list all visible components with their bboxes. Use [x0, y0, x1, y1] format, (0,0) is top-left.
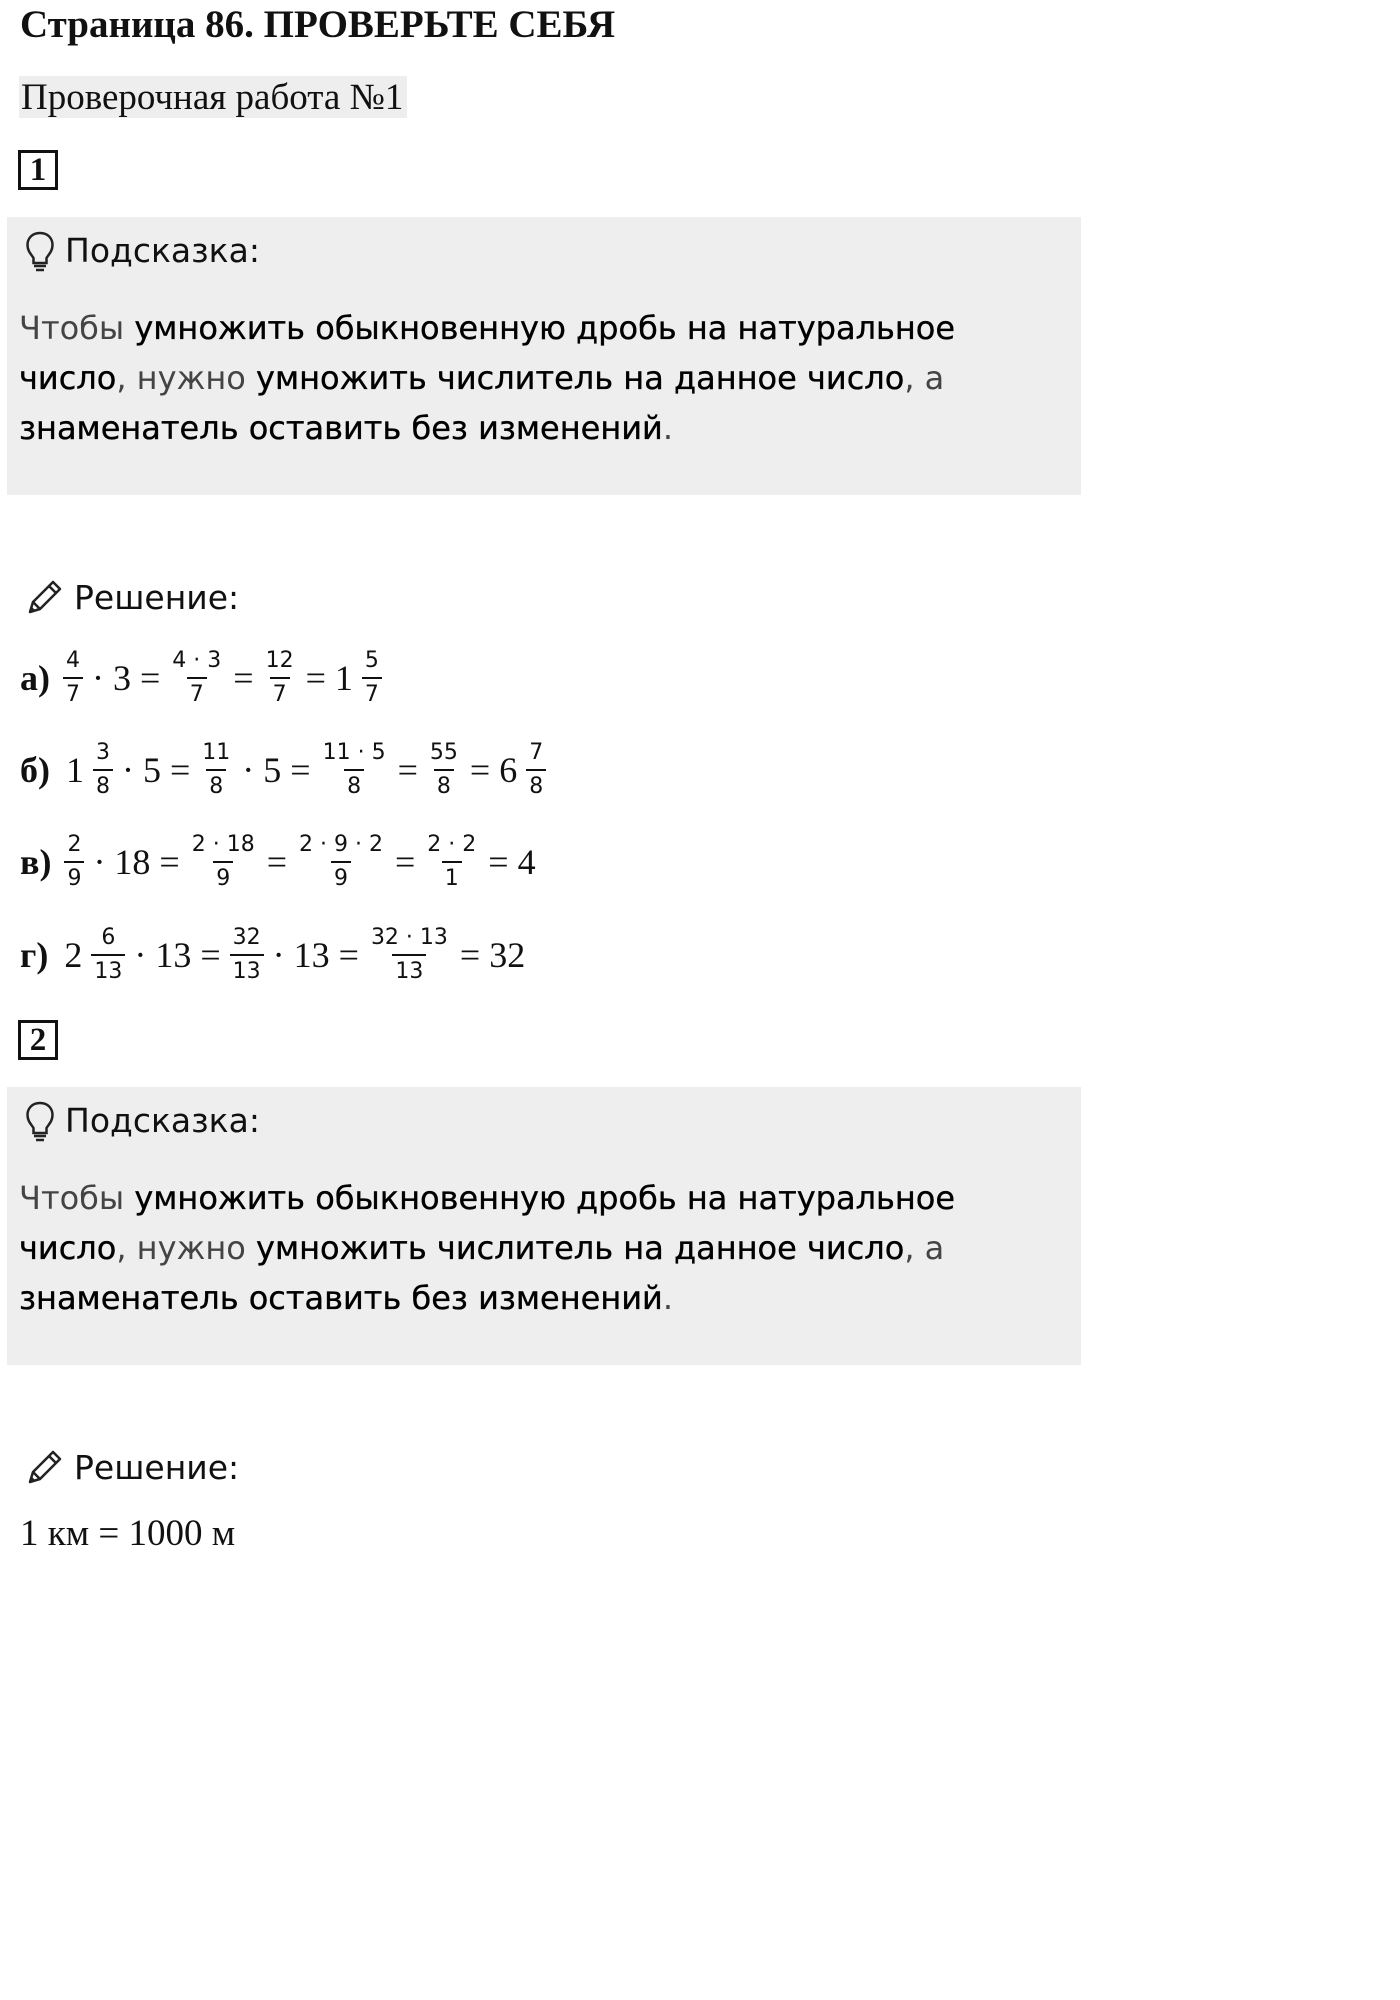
hint-text-1: Чтобы умножить обыкновенную дробь на натуральное число, нужно умножить числитель на данное число, а знаменатель оставить без изменений. — [19, 309, 956, 447]
fraction-numerator: 2 · 9 · 2 — [299, 832, 383, 857]
equation-term: 1 — [66, 750, 84, 790]
equation-label: а) — [20, 658, 50, 698]
fraction — [424, 832, 479, 892]
hint-text-2: Чтобы умножить обыкновенную дробь на натуральное число, нужно умножить числитель на данное число, а знаменатель оставить без изменений. — [19, 1179, 956, 1317]
hint-box-2 — [7, 1087, 1081, 1365]
fraction-denominator: 7 — [187, 677, 207, 708]
equation-label: г) — [20, 935, 49, 975]
fraction — [526, 740, 546, 800]
hint-label: Подсказка: — [65, 231, 260, 270]
fraction-denominator: 7 — [362, 677, 382, 708]
fraction-denominator: 8 — [344, 769, 364, 800]
fraction — [320, 740, 389, 800]
hint-box-1 — [7, 217, 1081, 495]
equation-term: = 4 — [488, 842, 536, 882]
solution-answer-2: 1 км = 1000 м — [20, 1513, 236, 1554]
equation-term: = 32 — [459, 935, 526, 975]
equation-term: = 6 — [469, 750, 518, 790]
fraction-denominator: 13 — [91, 954, 125, 985]
equation-line — [20, 730, 549, 810]
fraction-denominator: 8 — [93, 769, 113, 800]
equation-term: · 13 = — [134, 935, 221, 975]
fraction — [169, 648, 224, 708]
solution-heading-1 — [22, 574, 239, 622]
page-subtitle: Проверочная работа №1 — [19, 76, 407, 118]
equation-term: · 5 = — [242, 750, 311, 790]
fraction — [199, 740, 233, 800]
equation-term: = — [397, 750, 418, 790]
page-title: Страница 86. ПРОВЕРЬТЕ СЕБЯ — [20, 3, 616, 46]
fraction-denominator: 9 — [331, 861, 351, 892]
fraction-denominator: 9 — [213, 861, 233, 892]
pencil-icon — [22, 576, 66, 625]
fraction-numerator: 2 · 18 — [191, 832, 255, 857]
equation-term: · 13 = — [272, 935, 359, 975]
fraction-numerator: 2 — [67, 832, 82, 857]
fraction-numerator: 4 · 3 — [172, 648, 222, 673]
hint-label: Подсказка: — [65, 1101, 260, 1140]
pencil-icon — [22, 1446, 66, 1495]
equation-term: = — [266, 842, 288, 882]
task-number-2: 2 — [18, 1020, 58, 1060]
fraction-denominator: 13 — [230, 954, 264, 985]
equation-term: = — [233, 658, 254, 698]
solution-label: Решение: — [74, 578, 240, 617]
fraction — [368, 925, 451, 985]
equation-term: = 1 — [305, 658, 353, 698]
equation-term: · 18 = — [93, 842, 180, 882]
fraction-denominator: 13 — [392, 954, 426, 985]
fraction-denominator: 7 — [63, 677, 83, 708]
fraction — [362, 648, 382, 708]
fraction-numerator: 12 — [265, 648, 294, 673]
solution-heading-2 — [22, 1444, 239, 1492]
hint-heading-2 — [25, 1097, 260, 1145]
equation-term: 2 — [64, 935, 83, 975]
equation-line — [20, 638, 385, 718]
fraction — [189, 832, 258, 892]
equation-label: в) — [20, 842, 52, 882]
equation-line — [20, 915, 531, 995]
fraction-denominator: 1 — [442, 861, 462, 892]
fraction-denominator: 8 — [526, 769, 546, 800]
fraction-numerator: 5 — [364, 648, 379, 673]
lightbulb-icon — [25, 1101, 55, 1148]
fraction — [230, 925, 264, 985]
fraction — [63, 648, 83, 708]
fraction — [263, 648, 297, 708]
fraction-numerator: 11 — [202, 740, 231, 765]
task-number-1: 1 — [18, 150, 58, 190]
fraction-numerator: 11 · 5 — [322, 740, 386, 765]
fraction-numerator: 32 · 13 — [370, 925, 448, 950]
lightbulb-icon — [25, 231, 55, 278]
fraction — [93, 740, 113, 800]
fraction — [427, 740, 461, 800]
equation-term: · 5 = — [122, 750, 191, 790]
equation-term: = — [394, 842, 416, 882]
solution-label: Решение: — [74, 1448, 240, 1487]
hint-heading-1 — [25, 227, 260, 275]
equation-label: б) — [20, 750, 50, 790]
fraction-numerator: 6 — [101, 925, 116, 950]
fraction — [296, 832, 386, 892]
fraction-denominator: 9 — [64, 861, 84, 892]
equation-term: · 3 = — [92, 658, 161, 698]
fraction-denominator: 8 — [206, 769, 226, 800]
fraction-denominator: 8 — [434, 769, 454, 800]
fraction-numerator: 55 — [429, 740, 458, 765]
fraction-numerator: 2 · 2 — [427, 832, 477, 857]
fraction-numerator: 3 — [96, 740, 110, 765]
fraction-denominator: 7 — [270, 677, 290, 708]
fraction-numerator: 7 — [529, 740, 544, 765]
fraction-numerator: 32 — [232, 925, 261, 950]
fraction — [64, 832, 84, 892]
equation-line — [20, 822, 542, 902]
fraction — [91, 925, 125, 985]
fraction-numerator: 4 — [66, 648, 80, 673]
